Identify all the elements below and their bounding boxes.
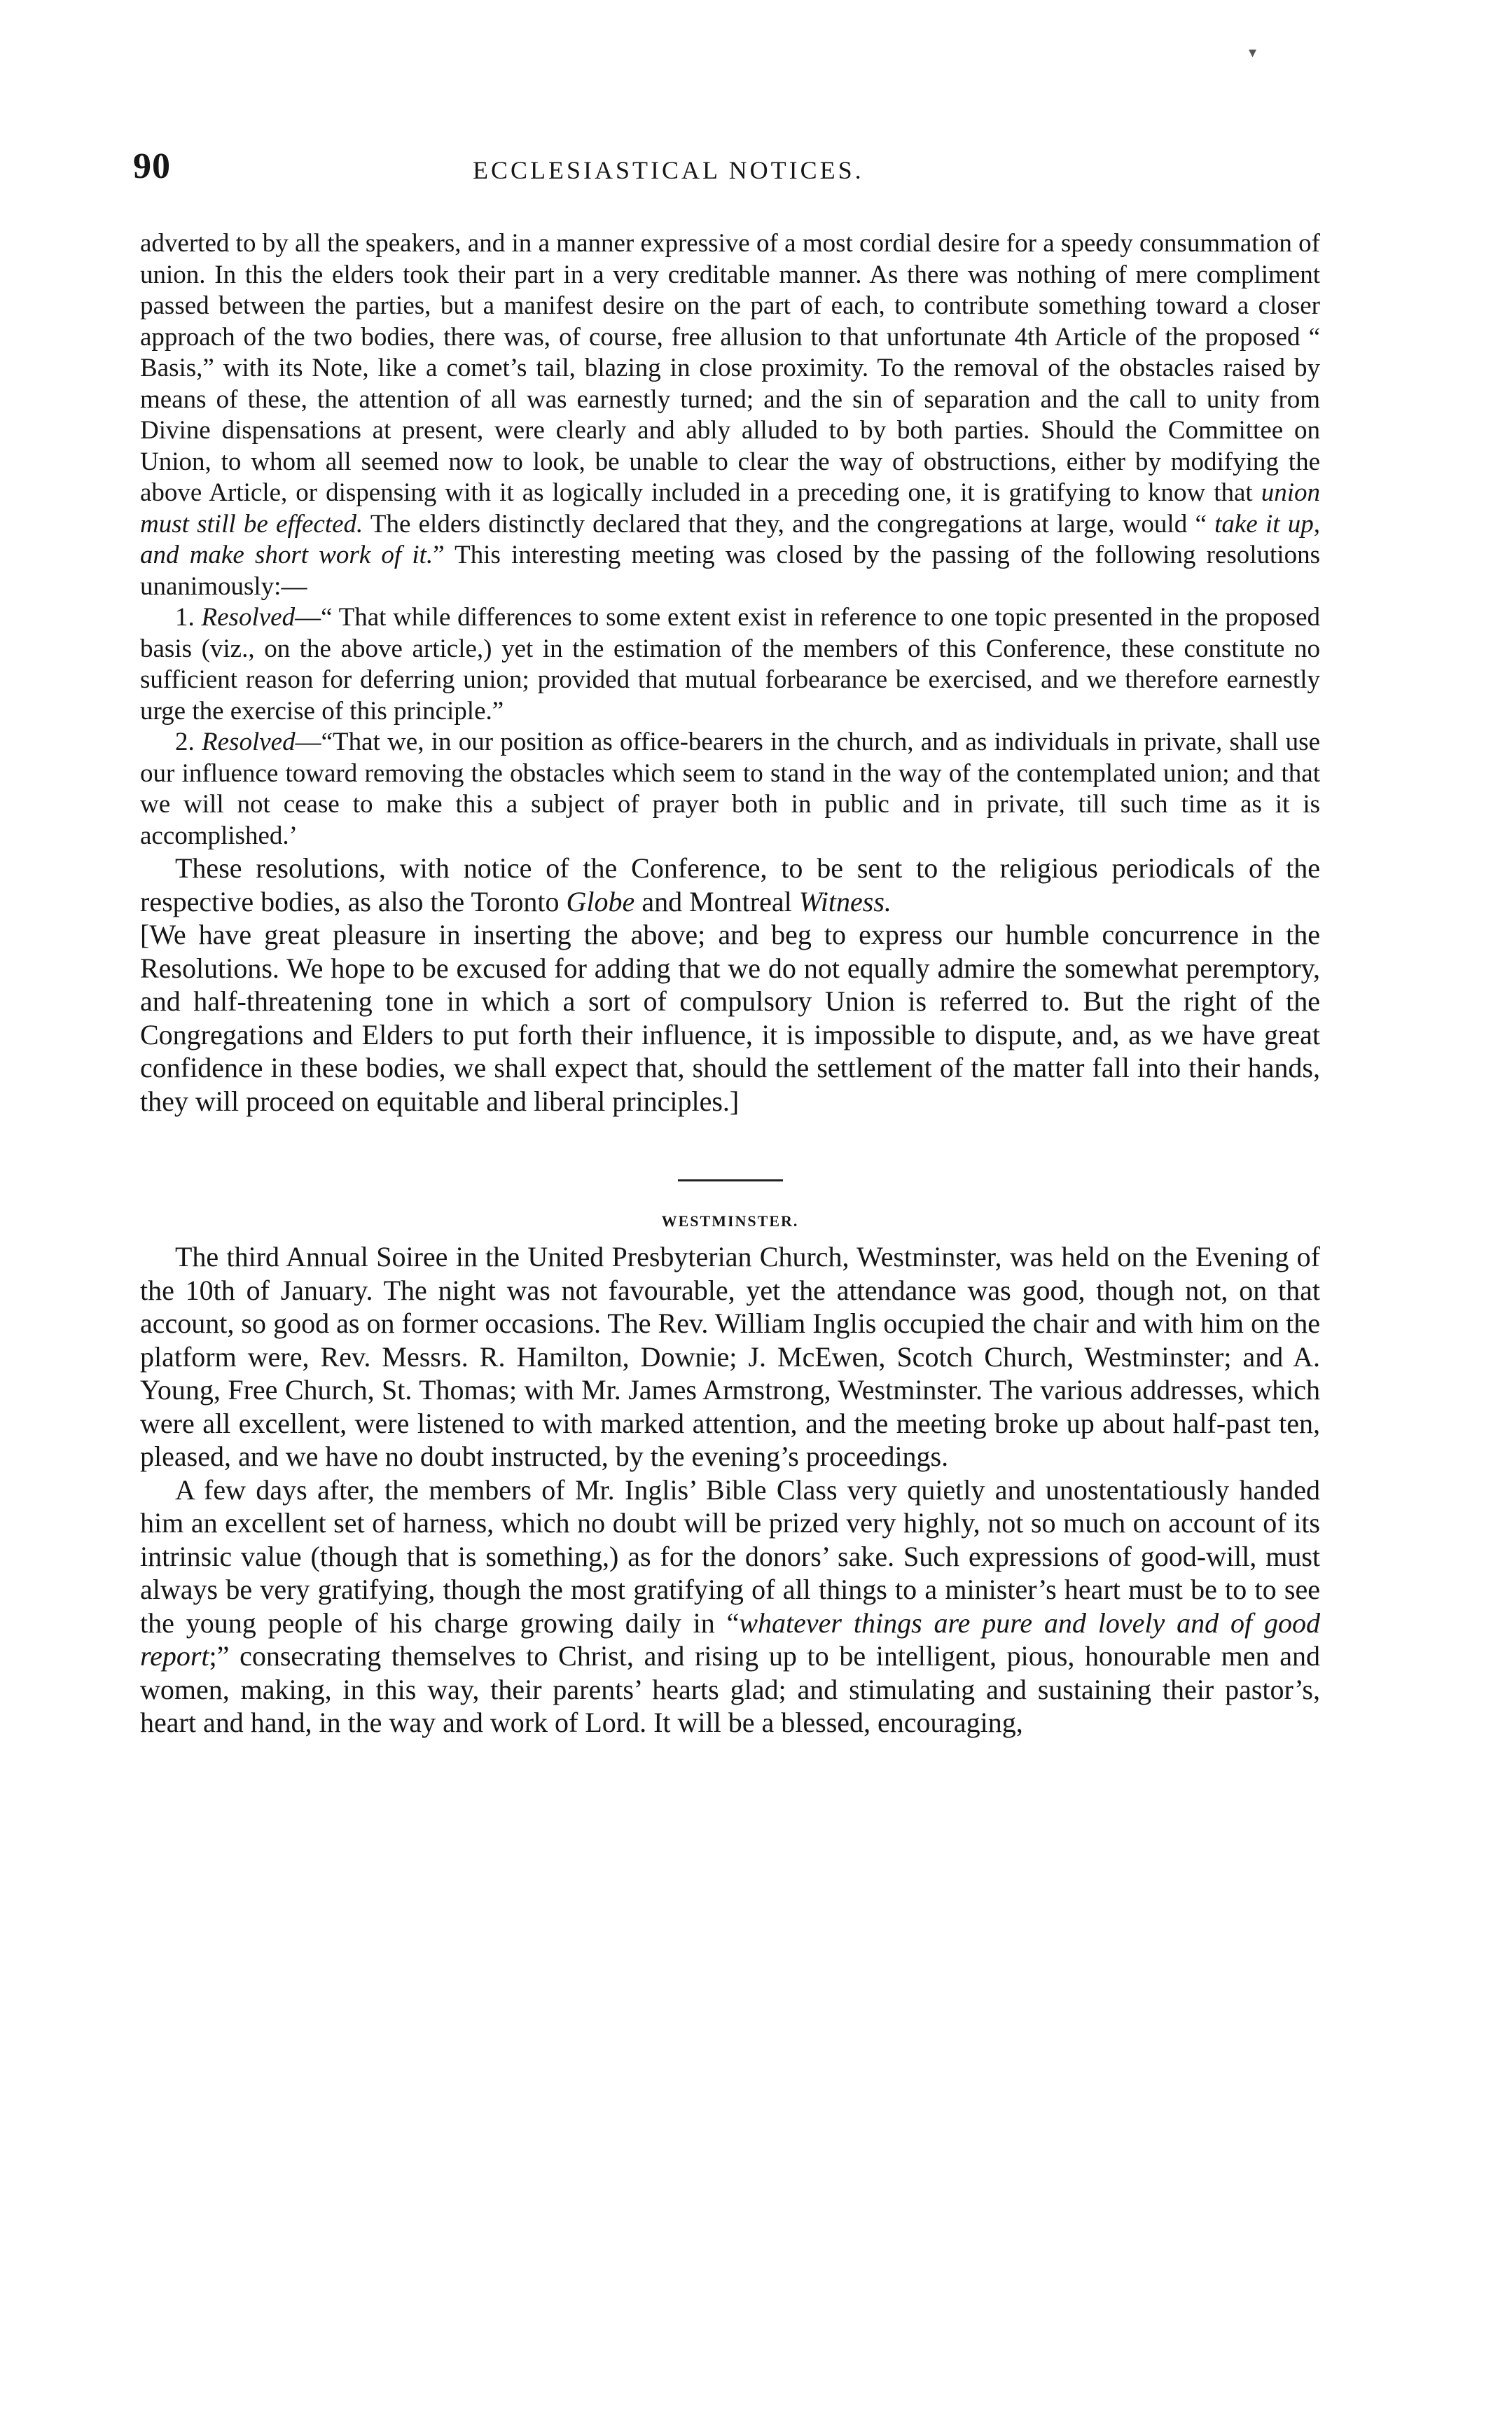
resolution-text: —“ That while differences to some extent exist in reference to one topic presented in the proposed basis (viz., on the above article,) yet in the estimation of the members of this Conference, these constitute no sufficient reason for deferring union; provided that mutual forbearance be exercised, and we therefore earnestly urge the exercise of this principle.” — [140, 603, 1320, 726]
paragraph-text: ” This interesting meeting was closed by the passing of the following resolutions unanimously:— — [140, 541, 1320, 601]
section-divider — [678, 1179, 783, 1181]
page-number: 90 — [133, 146, 171, 186]
paragraph-resolutions-notice — [140, 852, 1320, 918]
italic-phrase-quote: take it up, and make short work of it. — [140, 509, 1320, 569]
paragraph-bible-class — [140, 1473, 1320, 1740]
resolution-2 — [140, 727, 1320, 852]
italic-scripture-phrase: whatever things are pure and lovely and of good report — [140, 1607, 1321, 1672]
paragraph-text: adverted to by all the speakers, and in a manner expressive of a most cordial desire for a speedy consummation of union. In this the elders took their part in a very creditable manner. As there was nothing of mere compliment passed between the parties, but a manifest desire on the part of each, to contribute something toward a closer approach of the two bodies, there was, of course, free allusion to that unfortunate 4th Article of the proposed “ Basis,” with its Note, like a comet’s tail, blazing in close proximity. To the removal of the obstacles raised by means of these, the attention of all was earnestly turned; and the sin of separation and the call to unity from Divine dispensations at present, were clearly and ably alluded to by both parties. Should the Committee on Union, to whom all seemed now to look, be unable to clear the way of obstructions, either by modifying the above Article, or dispensing with it as logically included in a preceding one, it is gratifying to know that — [140, 229, 1320, 507]
running-title: ECCLESIASTICAL NOTICES. — [473, 156, 864, 184]
paragraph-text: A few days after, the members of Mr. Inglis’ Bible Class very quietly and unostentatiously handed him an excellent set of harness, which no doubt will be prized very highly, not so much on account of its intrinsic value (though that is something,) as for the donors’ sake. Such expressions of good-will, must always be very gratifying, though the most gratifying of all things to a minister’s heart must be to to see the young people of his charge growing daily in “ — [140, 1473, 1320, 1639]
resolution-label: Resolved — [201, 603, 296, 632]
italic-phrase-union: union must still be effected. — [140, 478, 1320, 539]
paragraph-text: The elders distinctly declared that they, and the congregations at large, would “ — [363, 509, 1215, 539]
paragraph-westminster-soiree: The third Annual Soiree in the United Presbyterian Church, Westminster, was held on the Evening of the 10th of January. The night was not favourable, yet the attendance was good, though not, on that account, so good as on former occasions. The Rev. William Inglis occupied the chair and with him on the platform were, Rev. Messrs. R. Hamilton, Downie; J. McEwen, Scotch Church, Westminster; and A. Young, Free Church, St. Thomas; with Mr. James Armstrong, Westminster. The various addresses, which were all excellent, were listened to with marked attention, and the meeting broke up about half-past ten, pleased, and we have no doubt instructed, by the evening’s proceedings. — [140, 1241, 1320, 1472]
paragraph-text: and Montreal — [634, 885, 799, 917]
paragraph-text: ;” consecrating themselves to Christ, and rising up to be intelligent, pious, honourable men and women, making, in this way, their parents’ hearts glad; and stimulating and sustaining their pastor’s, heart and hand, in the way and work of Lord. It will be a blessed, encouraging, — [140, 1640, 1320, 1738]
resolution-label: Resolved — [202, 728, 296, 756]
resolution-number: 2. — [175, 728, 202, 756]
italic-witness: Witness. — [798, 885, 892, 917]
corner-mark: ▾ — [1249, 43, 1257, 61]
body-text — [140, 228, 1320, 1740]
italic-globe: Globe — [566, 885, 635, 917]
editorial-note: [We have great pleasure in inserting the above; and beg to express our humble concurrence in the Resolutions. We hope to be excused for adding that we do not equally admire the somewhat peremptory, and half-threatening tone in which a sort of compulsory Union is referred to. But the right of the Congregations and Elders to put forth their influence, it is impossible to dispute, and, as we have great confidence in these bodies, we shall expect that, should the settlement of the matter fall into their hands, they will proceed on equitable and liberal principles.] — [140, 919, 1320, 1117]
resolution-text: —“That we, in our position as office-bearers in the church, and as individuals in private, shall use our influence toward removing the obstacles which seem to stand in the way of the contemplated union; and that we will not cease to make this a subject of prayer both in public and in private, till such time as it is accomplished.’ — [140, 728, 1321, 850]
resolution-1 — [140, 602, 1320, 727]
resolution-number: 1. — [175, 603, 202, 632]
paragraph-conference-report — [140, 228, 1320, 602]
running-head — [133, 146, 1324, 188]
paragraph-text: These resolutions, with notice of the Conference, to be sent to the religious periodicals of the respective bodies, as also the Toronto — [140, 852, 1320, 917]
section-heading-westminster: WESTMINSTER. — [661, 1212, 799, 1230]
